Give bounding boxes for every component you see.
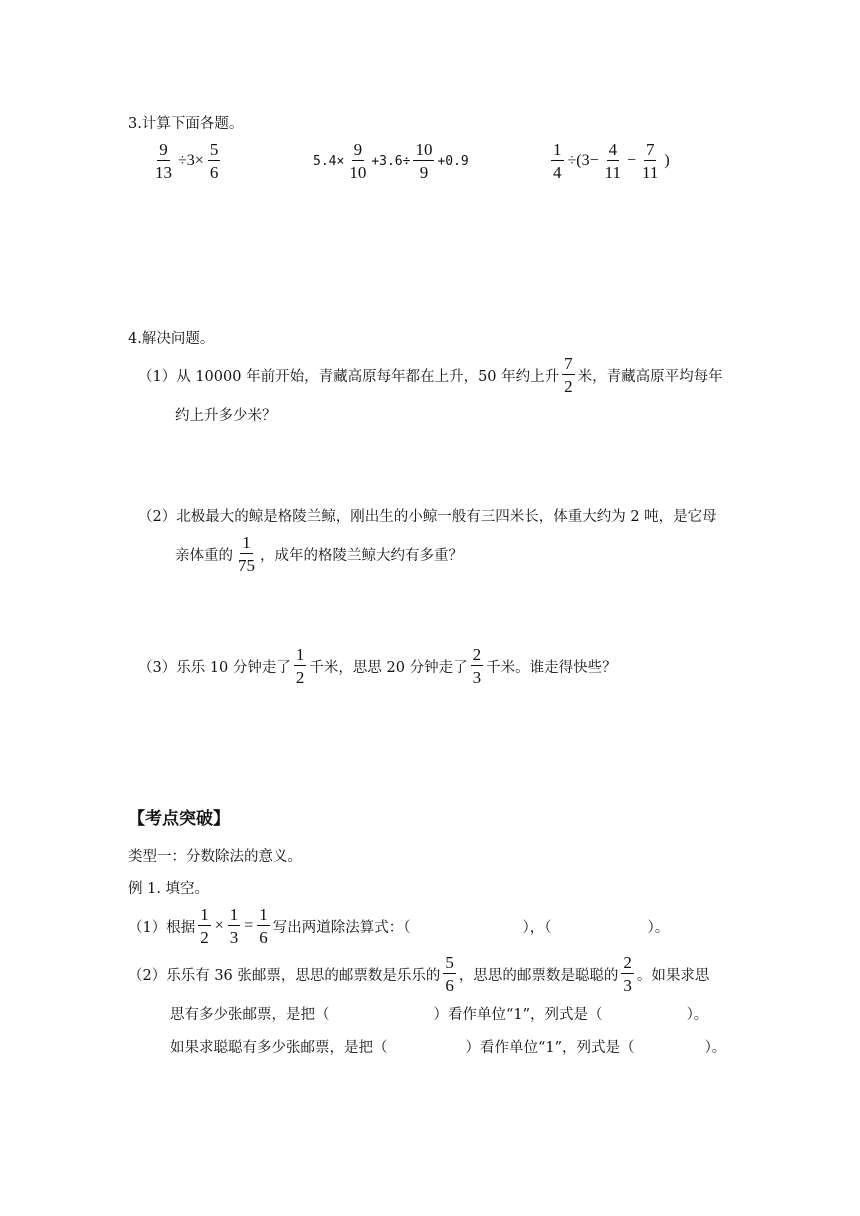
example-1-item-2-line3: 如果求聪聪有多少张邮票，是把（ ）看作单位“1”，列式是（ ）。 <box>170 1040 727 1056</box>
example-1-item-1: （1）根据 $\frac{1}{2}$ × $\frac{1}{3}$ = $\frac{1}{6}$ 写出两道除法算式：（ ），（ ）。 <box>128 905 670 947</box>
problem-3-2: 5.4× $\frac{9}{10}$ +3.6÷ $\frac{10}{9}$ +0.9 <box>313 140 469 182</box>
section-3-title: 3.计算下面各题。 <box>128 116 244 132</box>
fraction: $\frac{9}{13}$ <box>155 140 172 182</box>
fraction: $\frac{5}{6}$ <box>209 140 219 182</box>
question-4-1-line2: 约上升多少米？ <box>175 408 277 424</box>
question-4-2-line2: 亲体重的 $\frac{1}{75}$ ，成年的格陵兰鲸大约有多重？ <box>175 533 463 575</box>
fraction: $\frac{1}{2}$ <box>200 905 209 947</box>
fraction: $\frac{4}{11}$ <box>604 140 622 182</box>
section-4-title: 4.解决问题。 <box>128 331 215 347</box>
operator: ÷3× <box>178 152 204 169</box>
fraction: $\frac{7}{2}$ <box>564 354 573 396</box>
type-label: 类型一：分数除法的意义。 <box>128 849 302 865</box>
fraction: $\frac{9}{10}$ <box>349 140 367 182</box>
fraction: $\frac{7}{11}$ <box>642 140 659 182</box>
fraction: $\frac{10}{9}$ <box>415 140 433 182</box>
example-label: 例 1. 填空。 <box>128 881 210 897</box>
section-heading: 【考点突破】 <box>128 809 230 829</box>
fraction: $\frac{1}{4}$ <box>553 140 562 182</box>
fraction: $\frac{2}{3}$ <box>623 953 632 995</box>
fraction: $\frac{5}{6}$ <box>445 953 454 995</box>
fraction: $\frac{2}{3}$ <box>472 645 482 687</box>
question-4-3: （3）乐乐 10 分钟走了 $\frac{1}{2}$ 千米，思思 20 分钟走了 $\frac{2}{3}$ 千米。谁走得快些？ <box>138 645 617 687</box>
example-1-item-2-line2: 思有多少张邮票，是把（ ）看作单位“1”，列式是（ ）。 <box>170 1007 709 1023</box>
problem-3-3: $\frac{1}{4}$ ÷(3− $\frac{4}{11}$ − $\frac{7}{11}$ ) <box>553 140 670 182</box>
question-4-2-line1: （2）北极最大的鲸是格陵兰鲸，刚出生的小鲸一般有三四米长，体重大约为 2 吨，是它母 <box>138 509 717 525</box>
example-1-item-2-line1: （2）乐乐有 36 张邮票，思思的邮票数是乐乐的 $\frac{5}{6}$ ，思思的邮票数是聪聪的 $\frac{2}{3}$ 。如果求思 <box>128 953 710 995</box>
question-4-1-line1: （1）从 10000 年前开始，青藏高原每年都在上升，50 年约上升 $\frac{7}{2}$ 米，青藏高原平均每年 <box>138 354 723 396</box>
fraction: $\frac{1}{3}$ <box>229 905 239 947</box>
fraction: $\frac{1}{75}$ <box>238 533 255 575</box>
fraction: $\frac{1}{2}$ <box>295 645 305 687</box>
fraction: $\frac{1}{6}$ <box>259 905 268 947</box>
problem-3-1 <box>150 141 223 181</box>
